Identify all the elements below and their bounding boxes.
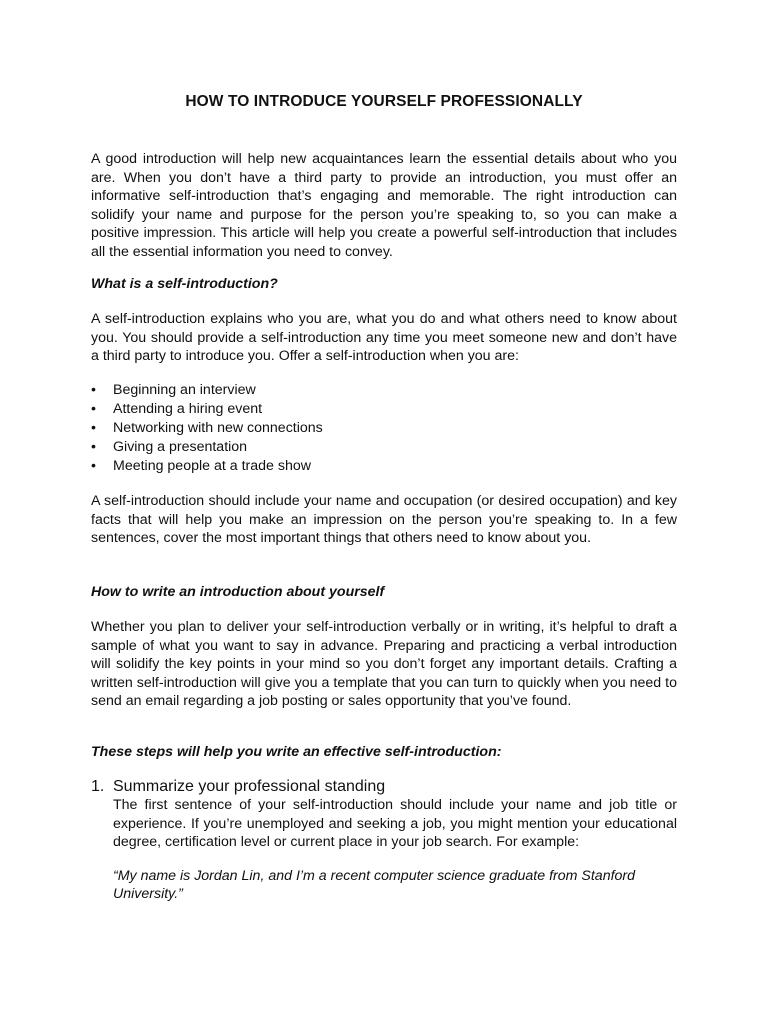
list-item: • Attending a hiring event [91, 400, 263, 417]
example-quote: “My name is Jordan Lin, and I’m a recent computer science graduate from Stanford University.” [113, 867, 636, 903]
list-item: • Giving a presentation [91, 438, 248, 455]
draft-paragraph: Whether you plan to deliver your self-introduction verbally or in writing, it’s helpful to draft a sample of what you want to say in advance. Preparing and practicing a verbal introduction will solidify the key points in your mind so you don’t forget any important details. Crafting a written self-introduction will give you a template that you can turn to quickly when you need to send an email regarding a job posting or sales opportunity that you’ve found. [91, 619, 677, 710]
bullet-icon: • [91, 438, 96, 455]
steps-list [91, 778, 677, 904]
section-heading-how-to-write: How to write an introduction about yourself [91, 584, 385, 600]
step-item [91, 778, 677, 904]
occasions-list [91, 381, 677, 476]
step-title-row [91, 778, 677, 796]
include-paragraph: A self-introduction should include your name and occupation (or desired occupation) and key facts that will help you make an impression on the person you’re speaking to. In a few sentences, cover the most important things that others need to know about you. [91, 493, 677, 547]
section-heading-steps: These steps will help you write an effective self-introduction: [91, 744, 502, 760]
list-item: • Beginning an interview [91, 382, 256, 398]
bullet-icon: • [91, 419, 96, 436]
bullet-icon: • [91, 382, 96, 398]
step-body: The first sentence of your self-introduction should include your name and job title or experience. If you’re unemployed and seeking a job, you might mention your educational degree, certification level or current place in your job search. For example: [113, 797, 677, 851]
self-intro-paragraph: A self-introduction explains who you are, what you do and what others need to know about you. You should provide a self-introduction any time you meet someone new and don’t have a third party to introduce you. Offer a self-introduction when you are: [91, 311, 677, 365]
page-title: HOW TO INTRODUCE YOURSELF PROFESSIONALLY [185, 93, 583, 110]
step-title: Summarize your professional standing [113, 778, 386, 795]
section-heading-what-is: What is a self-introduction? [91, 276, 278, 292]
intro-paragraph: A good introduction will help new acquaintances learn the essential details about who you are. When you don’t have a third party to provide an introduction, you must offer an informative self-introduction that’s engaging and memorable. The right introduction can solidify your name and purpose for the person you’re speaking to, so you can make a positive impression. This article will help you create a powerful self-introduction that includes all the essential information you need to convey. [91, 151, 677, 260]
step-number: 1. [91, 778, 105, 795]
bullet-icon: • [91, 457, 96, 474]
bullet-icon: • [91, 400, 96, 417]
list-item: • Networking with new connections [91, 419, 323, 436]
list-item: • Meeting people at a trade show [91, 457, 311, 474]
